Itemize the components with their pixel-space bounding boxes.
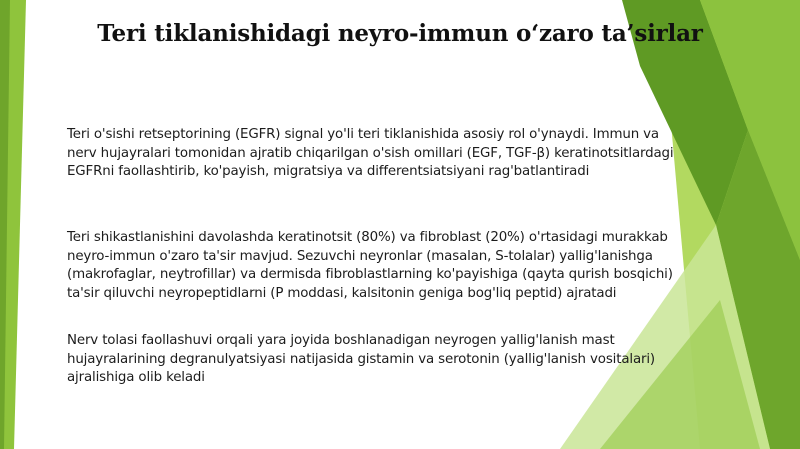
paragraph-line: EGFRni faollashtirib, ko'payish, migratsiya va differentsiatsiyani rag'batlantiradi: [67, 164, 590, 180]
paragraph-line: neyro-immun o'zaro ta'sir mavjud. Sezuvchi neyronlar (masalan, S-tolalar) yallig'lanishga: [67, 248, 653, 264]
paragraph-egfr: [67, 126, 767, 182]
paragraph-line: Teri shikastlanishini davolashda keratinotsit (80%) va fibroblast (20%) o'rtasidagi murakkab: [67, 230, 668, 245]
slide-title: Teri tiklanishidagi neyro-immun o‘zaro ta’sirlar: [97, 20, 703, 47]
paragraph-line: Nerv tolasi faollashuvi orqali yara joyida boshlanadigan neyrogen yallig'lanish mast: [67, 333, 615, 348]
paragraph-neurogenic-inflammation: [67, 332, 767, 388]
paragraph-line: ta'sir qiluvchi neyropeptidlarni (P moddasi, kalsitonin geniga bog'liq peptid) ajratadi: [67, 285, 617, 301]
paragraph-line: hujayralarining degranulyatsiyasi natijasida gistamin va serotonin (yallig'lanish vositalari): [67, 351, 655, 367]
paragraph-line: ajralishiga olib keladi: [67, 370, 205, 386]
paragraph-keratinocyte-fibroblast: [67, 229, 767, 303]
paragraph-line: (makrofaglar, neytrofillar) va dermisda fibroblastlarning ko'payishiga (qayta qurish bosqichi): [67, 267, 673, 283]
paragraph-line: nerv hujayralari tomonidan ajratib chiqarilgan o'sish omillari (EGF, TGF-β) keratinotsitlardagi: [67, 145, 674, 161]
paragraph-line: Teri o'sishi retseptorining (EGFR) signal yo'li teri tiklanishida asosiy rol o'ynaydi. Immun va: [67, 127, 659, 142]
